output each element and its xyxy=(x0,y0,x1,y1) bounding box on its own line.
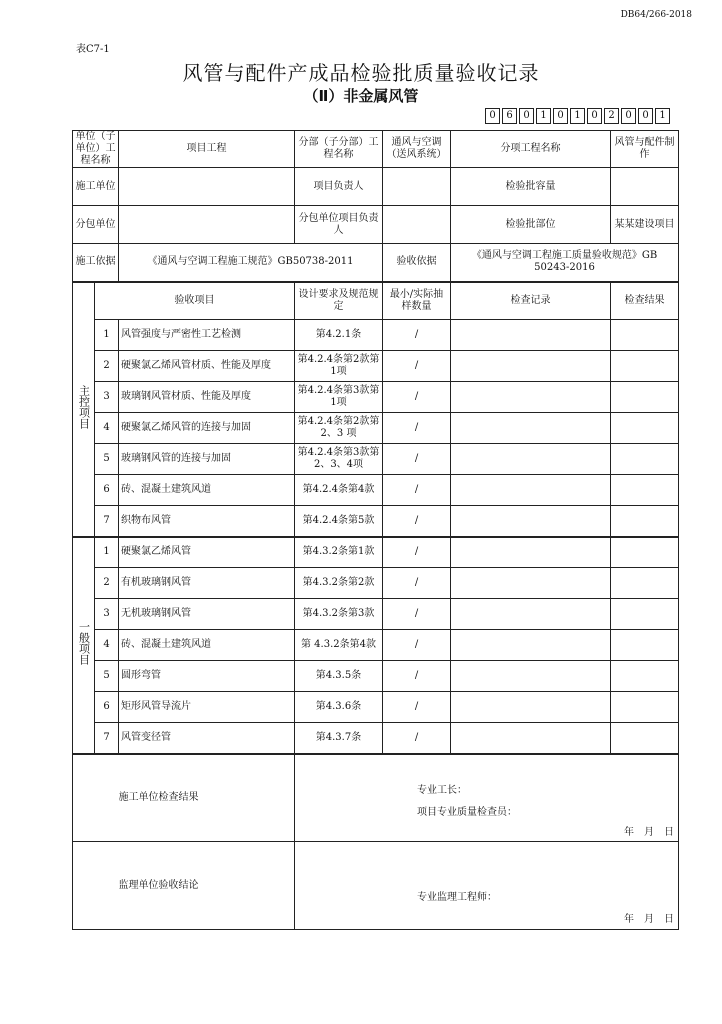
subitem-label: 分项工程名称 xyxy=(451,131,611,168)
foreman-label: 专业工长： xyxy=(417,784,467,796)
code-digit-box[interactable]: 6 xyxy=(502,108,517,124)
part-value[interactable]: 某某建设项目 xyxy=(611,206,679,244)
item-result[interactable] xyxy=(611,382,679,413)
code-digit-box[interactable]: 0 xyxy=(587,108,602,124)
item-record[interactable] xyxy=(451,320,611,351)
item-result[interactable] xyxy=(611,630,679,661)
contractor-value[interactable] xyxy=(119,168,295,206)
item-number: 5 xyxy=(95,661,119,692)
table-row xyxy=(73,692,679,723)
item-record[interactable] xyxy=(451,692,611,723)
item-record[interactable] xyxy=(451,723,611,754)
item-sample[interactable]: / xyxy=(383,661,451,692)
item-spec: 第4.3.5条 xyxy=(295,661,383,692)
contractor-check-title: 施工单位检查结果 xyxy=(119,754,295,842)
item-number: 3 xyxy=(95,599,119,630)
code-digit-box[interactable]: 2 xyxy=(604,108,619,124)
contractor-label: 施工单位 xyxy=(73,168,119,206)
item-sample[interactable]: / xyxy=(383,723,451,754)
subitem-value[interactable]: 风管与配件制作 xyxy=(611,131,679,168)
main-control-label: 主控项目 xyxy=(73,282,95,537)
table-row xyxy=(73,413,679,444)
item-result[interactable] xyxy=(611,413,679,444)
item-sample[interactable]: / xyxy=(383,351,451,382)
basis-value[interactable]: 《通风与空调工程施工规范》GB50738-2011 xyxy=(119,244,383,282)
item-number: 1 xyxy=(95,320,119,351)
item-number: 6 xyxy=(95,692,119,723)
item-result[interactable] xyxy=(611,692,679,723)
item-name: 玻璃钢风管材质、性能及厚度 xyxy=(119,382,295,413)
code-digit-box[interactable]: 0 xyxy=(519,108,534,124)
basis-label: 施工依据 xyxy=(73,244,119,282)
sub-pm-label: 分包单位项目负责人 xyxy=(295,206,383,244)
sub-value[interactable] xyxy=(119,206,295,244)
table-row xyxy=(73,537,679,568)
capacity-label: 检验批容量 xyxy=(451,168,611,206)
table-row xyxy=(73,661,679,692)
item-spec: 第4.3.6条 xyxy=(295,692,383,723)
item-name: 织物布风管 xyxy=(119,506,295,537)
code-digit-box[interactable]: 1 xyxy=(536,108,551,124)
item-result[interactable] xyxy=(611,320,679,351)
supervisor-check-title: 监理单位验收结论 xyxy=(119,842,295,930)
code-digit-box[interactable]: 0 xyxy=(553,108,568,124)
col-record-header: 检查记录 xyxy=(451,282,611,320)
accept-value[interactable]: 《通风与空调工程施工质量验收规范》GB 50243-2016 xyxy=(451,244,679,282)
item-result[interactable] xyxy=(611,568,679,599)
item-sample[interactable]: / xyxy=(383,444,451,475)
col-sample-header: 最小/实际抽样数量 xyxy=(383,282,451,320)
item-number: 7 xyxy=(95,506,119,537)
pm-label: 项目负责人 xyxy=(295,168,383,206)
item-name: 硬聚氯乙烯风管 xyxy=(119,537,295,568)
item-record[interactable] xyxy=(451,537,611,568)
table-row xyxy=(73,723,679,754)
item-record[interactable] xyxy=(451,413,611,444)
item-result[interactable] xyxy=(611,475,679,506)
table-row xyxy=(73,320,679,351)
item-record[interactable] xyxy=(451,568,611,599)
col-design-header: 设计要求及规范规定 xyxy=(295,282,383,320)
unit-value[interactable]: 项目工程 xyxy=(119,131,295,168)
item-result[interactable] xyxy=(611,506,679,537)
item-name: 圆形弯管 xyxy=(119,661,295,692)
page-title: 风管与配件产成品检验批质量验收记录 xyxy=(182,61,540,85)
inspection-form-table xyxy=(72,130,679,930)
item-record[interactable] xyxy=(451,506,611,537)
item-sample[interactable]: / xyxy=(383,599,451,630)
item-number: 3 xyxy=(95,382,119,413)
item-sample[interactable]: / xyxy=(383,382,451,413)
item-number: 2 xyxy=(95,351,119,382)
form-number: 表C7-1 xyxy=(76,44,110,55)
division-label: 分部（子分部）工程名称 xyxy=(295,131,383,168)
item-name: 砖、混凝土建筑风道 xyxy=(119,475,295,506)
table-row xyxy=(73,382,679,413)
item-spec: 第4.2.4条第5款 xyxy=(295,506,383,537)
item-name: 硬聚氯乙烯风管的连接与加固 xyxy=(119,413,295,444)
item-number: 6 xyxy=(95,475,119,506)
table-row xyxy=(73,630,679,661)
item-name: 无机玻璃钢风管 xyxy=(119,599,295,630)
item-number: 5 xyxy=(95,444,119,475)
item-result[interactable] xyxy=(611,537,679,568)
table-row xyxy=(73,599,679,630)
unit-label: 单位（子单位）工程名称 xyxy=(73,131,119,168)
contractor-date: 年 月 日 xyxy=(624,826,674,838)
item-spec: 第4.2.4条第4款 xyxy=(295,475,383,506)
item-sample[interactable]: / xyxy=(383,320,451,351)
page-subtitle: （Ⅱ）非金属风管 xyxy=(303,87,419,105)
item-result[interactable] xyxy=(611,351,679,382)
item-record[interactable] xyxy=(451,475,611,506)
item-spec: 第4.3.2条第1款 xyxy=(295,537,383,568)
col-item-header: 验收项目 xyxy=(95,282,295,320)
col-result-header: 检查结果 xyxy=(611,282,679,320)
item-sample[interactable]: / xyxy=(383,692,451,723)
code-digit-box[interactable]: 0 xyxy=(485,108,500,124)
supervisor-check-area[interactable] xyxy=(295,842,679,930)
table-row xyxy=(73,506,679,537)
item-name: 风管变径管 xyxy=(119,723,295,754)
item-name: 矩形风管导流片 xyxy=(119,692,295,723)
item-record[interactable] xyxy=(451,599,611,630)
item-spec: 第4.3.2条第2款 xyxy=(295,568,383,599)
table-row xyxy=(73,475,679,506)
item-sample[interactable]: / xyxy=(383,413,451,444)
table-row xyxy=(73,444,679,475)
supervisor-check-label xyxy=(73,842,119,930)
item-spec: 第4.3.7条 xyxy=(295,723,383,754)
item-sample[interactable]: / xyxy=(383,568,451,599)
sub-label: 分包单位 xyxy=(73,206,119,244)
code-digit-box[interactable]: 0 xyxy=(621,108,636,124)
item-spec: 第4.2.4条第3款第1项 xyxy=(295,382,383,413)
item-spec: 第4.2.1条 xyxy=(295,320,383,351)
item-record[interactable] xyxy=(451,351,611,382)
item-record[interactable] xyxy=(451,661,611,692)
item-name: 硬聚氯乙烯风管材质、性能及厚度 xyxy=(119,351,295,382)
record-code-boxes xyxy=(483,108,670,124)
item-spec: 第4.3.2条第3款 xyxy=(295,599,383,630)
item-number: 2 xyxy=(95,568,119,599)
capacity-value[interactable] xyxy=(611,168,679,206)
item-number: 7 xyxy=(95,723,119,754)
code-digit-box[interactable]: 1 xyxy=(655,108,670,124)
item-result[interactable] xyxy=(611,723,679,754)
item-number: 4 xyxy=(95,413,119,444)
item-record[interactable] xyxy=(451,382,611,413)
part-label: 检验批部位 xyxy=(451,206,611,244)
supervisor-engineer-label: 专业监理工程师： xyxy=(417,892,497,903)
contractor-check-area[interactable] xyxy=(295,754,679,842)
item-spec: 第 4.3.2条第4款 xyxy=(295,630,383,661)
document-code: DB64/266-2018 xyxy=(620,10,692,20)
item-sample[interactable]: / xyxy=(383,506,451,537)
item-sample[interactable]: / xyxy=(383,537,451,568)
contractor-check-label xyxy=(73,754,119,842)
item-result[interactable] xyxy=(611,661,679,692)
item-number: 4 xyxy=(95,630,119,661)
general-item-label: 一般项目 xyxy=(73,537,95,754)
item-record[interactable] xyxy=(451,630,611,661)
item-number: 1 xyxy=(95,537,119,568)
item-spec: 第4.2.4条第3款第2、3、4项 xyxy=(295,444,383,475)
table-row xyxy=(73,351,679,382)
code-digit-box[interactable]: 0 xyxy=(638,108,653,124)
supervisor-date: 年 月 日 xyxy=(624,914,674,925)
item-name: 风管强度与严密性工艺检测 xyxy=(119,320,295,351)
item-sample[interactable]: / xyxy=(383,630,451,661)
division-value[interactable]: 通风与空调（送风系统） xyxy=(383,131,451,168)
item-name: 有机玻璃钢风管 xyxy=(119,568,295,599)
accept-label: 验收依据 xyxy=(383,244,451,282)
sub-pm-value[interactable] xyxy=(383,206,451,244)
item-name: 玻璃钢风管的连接与加固 xyxy=(119,444,295,475)
item-spec: 第4.2.4条第2款第1项 xyxy=(295,351,383,382)
item-name: 砖、混凝土建筑风道 xyxy=(119,630,295,661)
item-result[interactable] xyxy=(611,599,679,630)
code-digit-box[interactable]: 1 xyxy=(570,108,585,124)
pm-value[interactable] xyxy=(383,168,451,206)
item-sample[interactable]: / xyxy=(383,475,451,506)
item-record[interactable] xyxy=(451,444,611,475)
item-spec: 第4.2.4条第2款第2、3 项 xyxy=(295,413,383,444)
inspector-label: 项目专业质量检查员： xyxy=(417,806,517,818)
table-row xyxy=(73,568,679,599)
item-result[interactable] xyxy=(611,444,679,475)
